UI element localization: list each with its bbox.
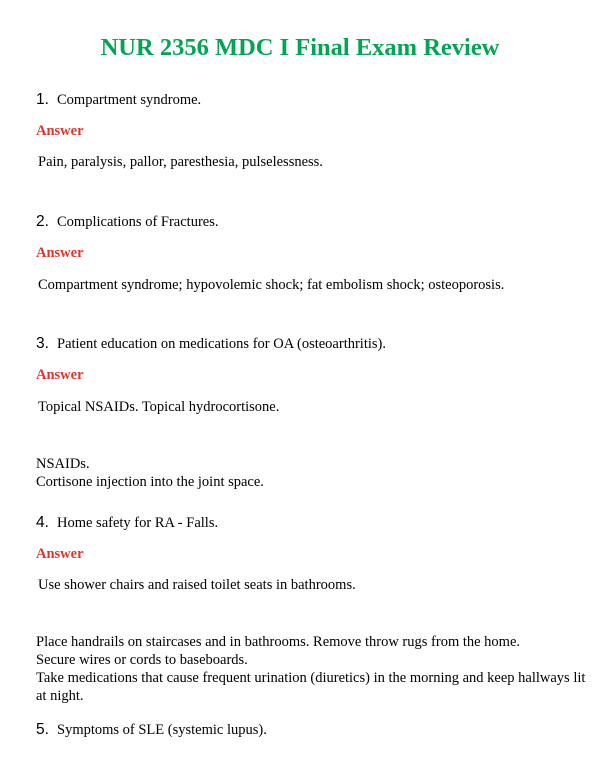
answer-note-line: NSAIDs.: [36, 456, 90, 472]
page-title: NUR 2356 MDC I Final Exam Review: [100, 34, 500, 61]
question-4: [36, 514, 218, 532]
answer-label: Answer: [36, 123, 84, 139]
question-number: 3.: [36, 335, 49, 352]
question-5: [36, 721, 267, 739]
answer-text: Pain, paralysis, pallor, paresthesia, pulselessness.: [38, 154, 323, 170]
question-text: Symptoms of SLE (systemic lupus).: [57, 722, 267, 738]
question-number: 4.: [36, 514, 49, 531]
answer-note-line: Secure wires or cords to baseboards.: [36, 652, 248, 668]
answer-text: Topical NSAIDs. Topical hydrocortisone.: [38, 399, 280, 415]
answer-notes: [36, 633, 586, 705]
question-3: [36, 335, 386, 353]
question-number: 5.: [36, 721, 49, 738]
question-2: [36, 213, 218, 231]
question-number: 2.: [36, 213, 49, 230]
question-1: [36, 91, 201, 109]
answer-label: Answer: [36, 245, 84, 261]
answer-note-line: at night.: [36, 688, 84, 704]
answer-notes: [36, 455, 566, 491]
answer-text: Compartment syndrome; hypovolemic shock; fat embolism shock; osteoporosis.: [38, 277, 505, 293]
answer-note-line: Place handrails on staircases and in bathrooms. Remove throw rugs from the home.: [36, 634, 521, 650]
question-text: Complications of Fractures.: [57, 214, 219, 230]
answer-text: Use shower chairs and raised toilet seats in bathrooms.: [38, 577, 356, 593]
answer-note-line: Cortisone injection into the joint space.: [36, 474, 264, 490]
question-number: 1.: [36, 91, 49, 108]
question-text: Patient education on medications for OA (osteoarthritis).: [57, 336, 386, 352]
question-text: Home safety for RA - Falls.: [57, 515, 219, 531]
question-text: Compartment syndrome.: [57, 92, 202, 108]
answer-label: Answer: [36, 546, 84, 562]
answer-label: Answer: [36, 367, 84, 383]
answer-note-line: Take medications that cause frequent urination (diuretics) in the morning and keep hallways lit: [36, 670, 586, 686]
